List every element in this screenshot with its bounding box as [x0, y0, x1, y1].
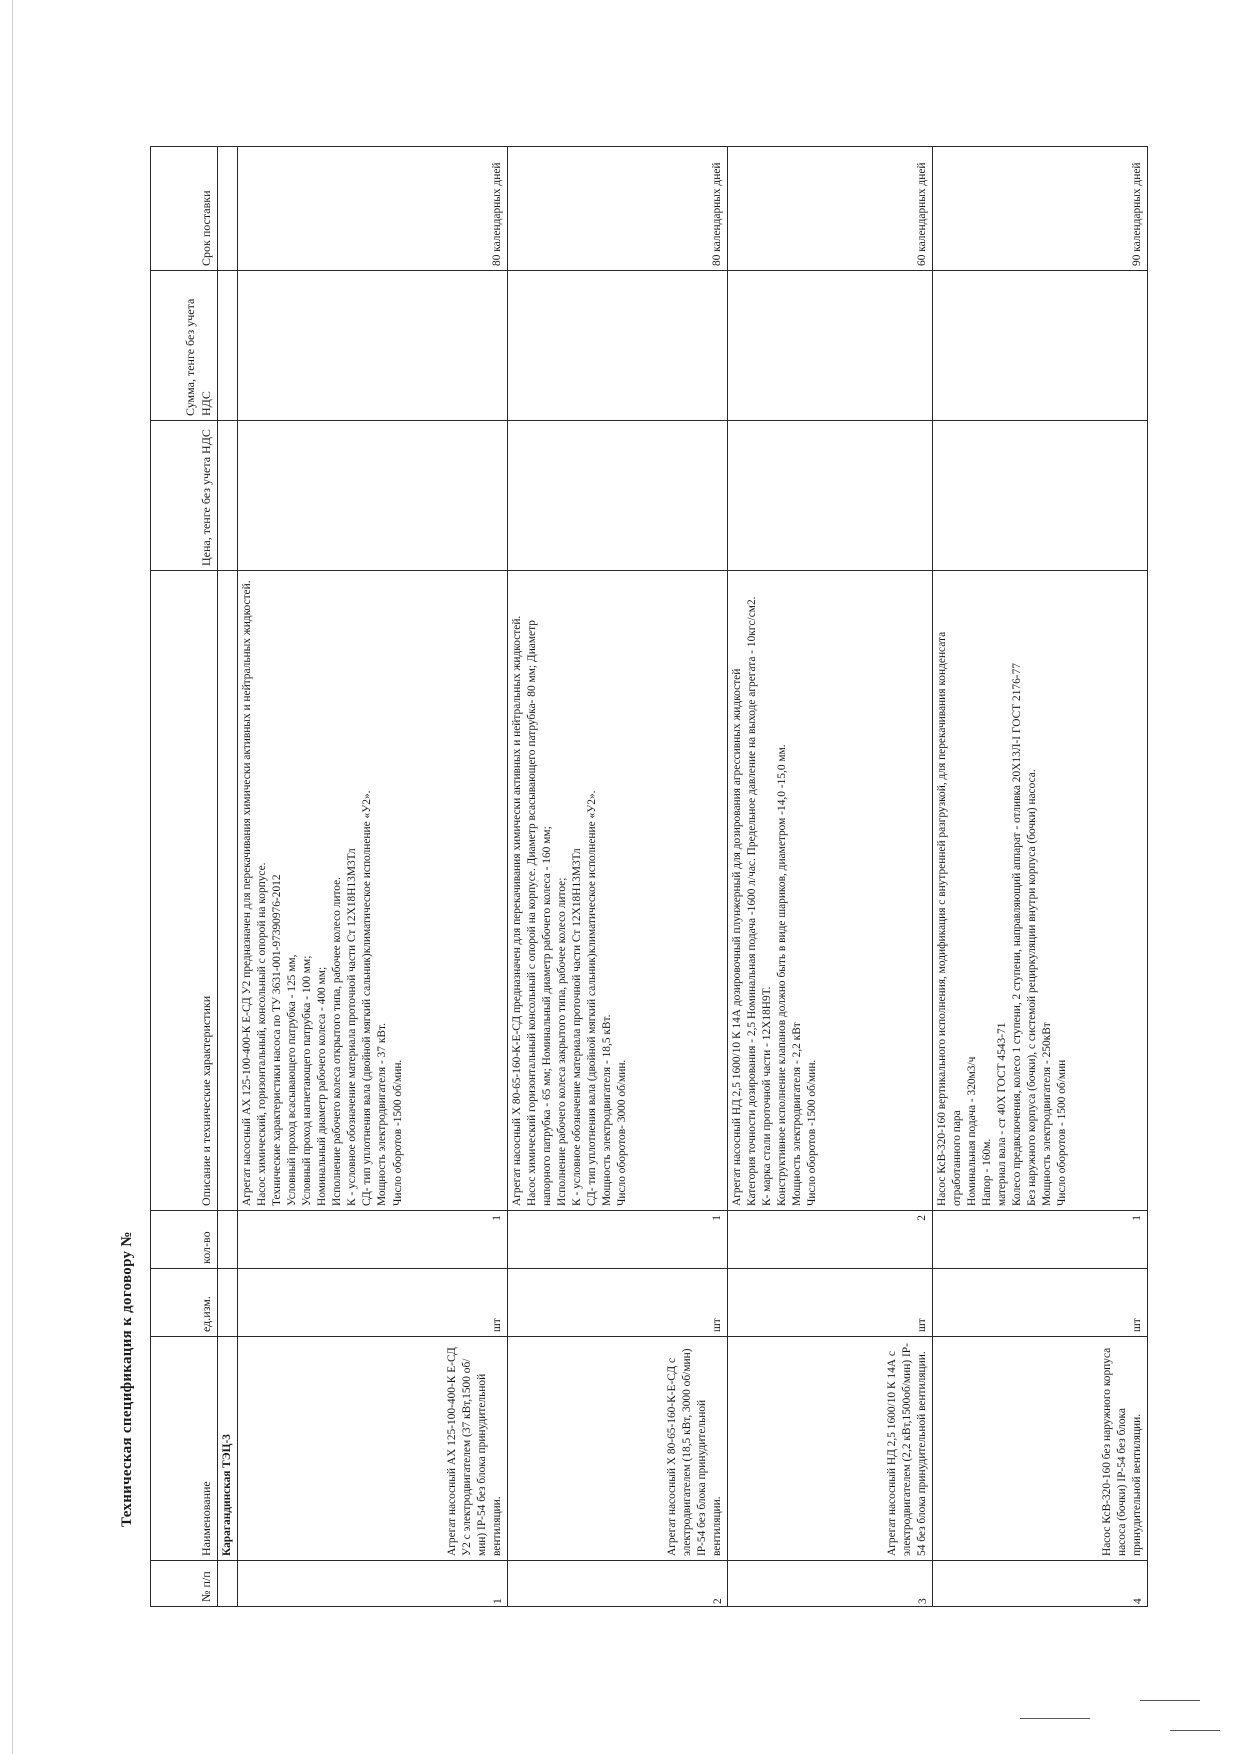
description-line: Категория точности дозирования - 2,5 Номинальная подача -1600 л/час. Предельное давление на выходе агрегата - 10кгс/см2.	[746, 596, 759, 1206]
item-name: Агрегат насосный Х 80-65-160-К-Е-СД с электродвигателем (18,5 кВт, 3000 об/мин) IP-54 без блока принудительной вентиляции.	[508, 1337, 728, 1561]
scan-edge-line	[12, 0, 13, 1754]
row-number: 2	[712, 1598, 724, 1604]
rotated-page	[108, 147, 1144, 1607]
section-empty-cell	[218, 1211, 238, 1269]
item-qty: 1	[238, 1211, 508, 1269]
section-title: Карагандинская ТЭЦ-3	[218, 1337, 238, 1561]
item-delivery: 80 календарных дней	[238, 147, 508, 271]
description-line: Без наружного корпуса (бочки), с системой рециркуляции внутри корпуса (бочки) насоса.	[1026, 769, 1039, 1206]
description-line: Колесо предвключения, колесо 1 ступени, 2 ступени, направляющий аппарат - отливка 20Х13Л-I ГОСТ 2176-77	[1011, 663, 1024, 1206]
item-sum	[238, 271, 508, 421]
item-delivery: 60 календарных дней	[728, 147, 933, 271]
section-empty-cell	[218, 421, 238, 571]
description-line: СД- тип уплотнения вала (двойной мягкий сальник)климатическое исполнение «У2».	[361, 790, 374, 1206]
description-line: К- марка стали проточной части - 12Х18Н9Т.	[761, 986, 774, 1206]
row-number-cell	[508, 1561, 728, 1607]
item-price	[238, 421, 508, 571]
description-line: материал вала - ст 40Х ГОСТ 4543-71	[996, 1022, 1009, 1206]
item-description	[508, 571, 728, 1211]
item-qty: 1	[508, 1211, 728, 1269]
description-line: Конструктивное исполнение клапанов должно быть в виде шариков, диаметром -14,0 -15,0 мм.	[776, 744, 789, 1206]
description-line: К - условное обозначение материала проточной части Ст 12Х18Н13М3Тл	[571, 848, 584, 1206]
table-row	[508, 147, 728, 1607]
description-line: Условный проход нагнетающего патрубка - 100 мм;	[301, 955, 314, 1206]
description-line: Мощность электродвигателя - 37 кВт.	[376, 1023, 389, 1206]
description-line: Технические характеристики насоса по ТУ 3631-001-97390976-2012	[271, 874, 284, 1206]
header-description: Описание и технические характеристики	[151, 571, 218, 1211]
item-sum	[508, 271, 728, 421]
description-line: Напор - 160м.	[981, 1138, 994, 1206]
item-sum	[728, 271, 933, 421]
row-number-cell	[933, 1561, 1148, 1607]
item-description	[933, 571, 1148, 1211]
scan-mark	[1140, 1700, 1200, 1701]
item-delivery: 90 календарных дней	[933, 147, 1148, 271]
scan-mark	[1170, 1730, 1220, 1731]
row-number: 1	[492, 1598, 504, 1604]
description-line: Насос химический горизонтальный консольный с опорой на корпусе. Диаметр всасывающего патрубка- 80 мм; Диаметр напорного патрубка - 65 мм; Номинальный диаметр рабочего колеса - 160 мм;	[526, 620, 554, 1206]
header-sum: Сумма, тенге без учета НДС	[151, 271, 218, 421]
item-name: Агрегат насосный НД 2,5 1600/10 К 14А с электродвигателем (2,2 кВт,1500об/мин) IP-54 без блока принудительной вентиляции.	[728, 1337, 933, 1561]
section-num-cell	[218, 1561, 238, 1607]
item-name: Агрегат насосный АХ 125-100-400-К Е-СД У2 с электродвигателем (37 кВт,1500 об/мин) IP-54 без блока принудительной вентиляции.	[238, 1337, 508, 1561]
item-unit: шт	[238, 1269, 508, 1337]
description-line: Число оборотов -1500 об/мин.	[391, 1059, 404, 1206]
description-line: Насос КсВ-320-160 вертикального исполнения, модификация с внутренней разгрузкой, для перекачивания конденсата отработанного пара	[936, 631, 964, 1206]
table-row	[728, 147, 933, 1607]
section-empty-cell	[218, 571, 238, 1211]
description-line: Агрегат насосный Х 80-65-160-К-Е-СД предназначен для перекачивания химически активных и нейтральных жидкостей.	[511, 615, 524, 1206]
item-delivery: 80 календарных дней	[508, 147, 728, 271]
description-line: Исполнение рабочего колеса открытого типа, рабочее колесо литое.	[331, 876, 344, 1206]
header-unit: ед.изм.	[151, 1269, 218, 1337]
description-line: Условный проход всасывающего патрубка - 125 мм,	[286, 954, 299, 1206]
row-number: 3	[917, 1598, 929, 1604]
section-row	[218, 147, 238, 1607]
item-description	[238, 571, 508, 1211]
description-line: Число оборотов -1500 об/мин.	[806, 1059, 819, 1206]
item-sum	[933, 271, 1148, 421]
table-header-row	[151, 147, 218, 1607]
header-num: № п/п	[151, 1561, 218, 1607]
description-line: Мощность электродвигателя - 2,2 кВт	[791, 1022, 804, 1206]
section-empty-cell	[218, 147, 238, 271]
section-empty-cell	[218, 271, 238, 421]
document-title: Техническая спецификация к договору №	[119, 1231, 135, 1527]
description-line: Агрегат насосный АХ 125-100-400-К Е-СД У2 предназначен для перекачивания химически активных и нейтральных жидкостей.	[241, 580, 254, 1206]
item-price	[508, 421, 728, 571]
section-empty-cell	[218, 1269, 238, 1337]
row-number: 4	[1132, 1598, 1144, 1604]
description-line: Мощность электродвигателя - 18,5 кВт.	[601, 1014, 614, 1206]
row-number-cell	[238, 1561, 508, 1607]
item-name: Насос КсВ-320-160 без наружного корпуса насоса (бочки) IP-54 без блока принудительной вентиляции.	[933, 1337, 1148, 1561]
scan-mark	[1020, 1718, 1090, 1719]
item-unit: шт	[508, 1269, 728, 1337]
description-line: Номинальная подача - 320м3/ч	[966, 1056, 979, 1206]
header-qty: кол-во	[151, 1211, 218, 1269]
item-unit: шт	[728, 1269, 933, 1337]
item-qty: 1	[933, 1211, 1148, 1269]
item-qty: 2	[728, 1211, 933, 1269]
description-line: Агрегат насосный НД 2,5 1600/10 К 14А дозировочный плунжерный для дозирования агрессивных жидкостей	[731, 668, 744, 1206]
description-line: Число оборотов - 1500 об/мин	[1056, 1059, 1069, 1206]
description-line: Номинальный диаметр рабочего колеса - 400 мм;	[316, 966, 329, 1206]
item-price	[728, 421, 933, 571]
item-description	[728, 571, 933, 1211]
description-line: Мощность электродвигателя - 250кВт	[1041, 1022, 1054, 1206]
table-row	[933, 147, 1148, 1607]
description-line: Число оборотов- 3000 об/мин.	[616, 1059, 629, 1206]
description-line: Исполнение рабочего колеса закрытого типа, рабочее колесо литое;	[556, 877, 569, 1206]
item-price	[933, 421, 1148, 571]
description-line: К - условное обозначение материала проточной части Ст 12Х18Н13М3Тл	[346, 848, 359, 1206]
table-row	[238, 147, 508, 1607]
specification-table	[150, 146, 1148, 1607]
header-delivery: Срок поставки	[151, 147, 218, 271]
item-unit: шт	[933, 1269, 1148, 1337]
row-number-cell	[728, 1561, 933, 1607]
header-name: Наименование	[151, 1337, 218, 1561]
description-line: Насос химический, горизонтальный, консольный с опорой на корпусе.	[256, 862, 269, 1206]
header-price: Цена, тенге без учета НДС	[151, 421, 218, 571]
description-line: СД- тип уплотнения вала (двойной мягкий сальник)климатическое исполнение «У2».	[586, 790, 599, 1206]
